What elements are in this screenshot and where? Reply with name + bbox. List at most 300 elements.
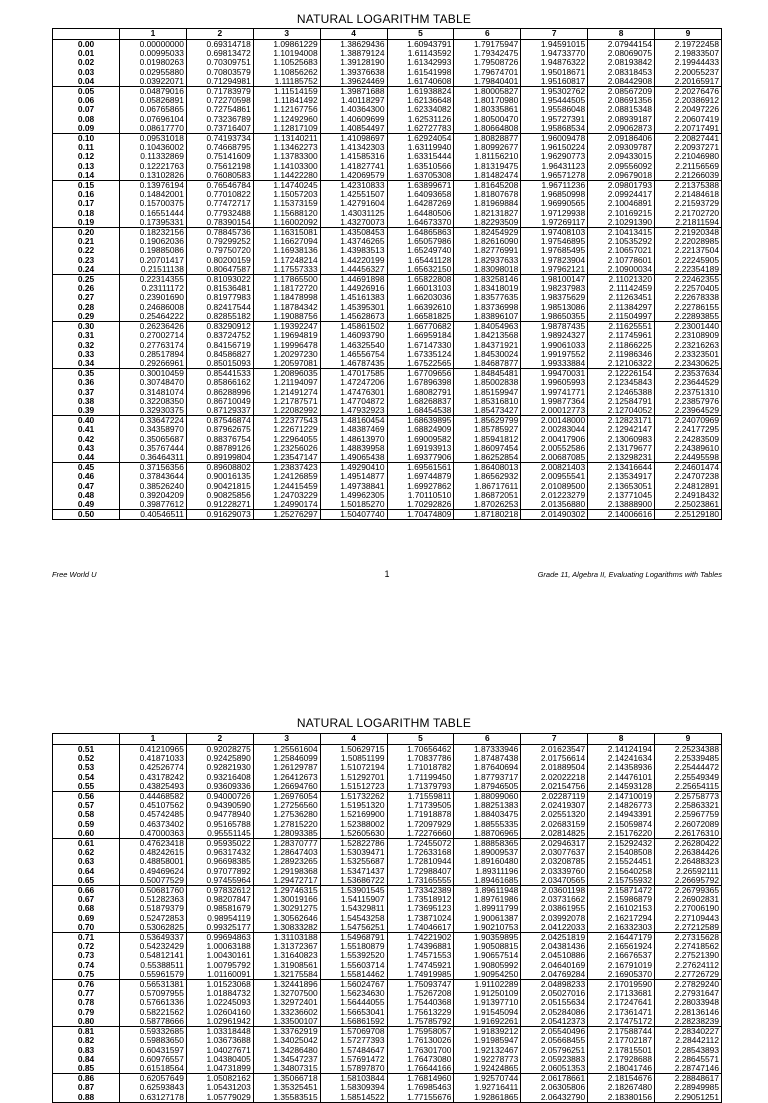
ln-value: 0.84586827 bbox=[186, 350, 253, 359]
ln-value: 1.72810944 bbox=[387, 857, 454, 866]
ln-value: 1.67522565 bbox=[387, 359, 454, 369]
ln-value: 1.74571553 bbox=[387, 951, 454, 960]
ln-value: 2.13771045 bbox=[588, 491, 655, 500]
ln-value: 1.83098018 bbox=[454, 265, 521, 275]
ln-value: 2.01756614 bbox=[521, 754, 588, 763]
ln-value: 1.91985947 bbox=[454, 1036, 521, 1045]
table-row bbox=[53, 970, 722, 980]
ln-value: 2.12823171 bbox=[588, 416, 655, 426]
header-x bbox=[53, 29, 120, 40]
ln-value: 1.75440368 bbox=[387, 998, 454, 1007]
ln-value: 1.46325540 bbox=[320, 341, 387, 350]
ln-value: 1.80664808 bbox=[454, 124, 521, 134]
table-row bbox=[53, 171, 722, 181]
ln-value: 1.48387469 bbox=[320, 425, 387, 434]
ln-value: 1.29198368 bbox=[253, 867, 320, 876]
ln-value: 2.10291390 bbox=[588, 218, 655, 228]
ln-value: 1.49290410 bbox=[320, 463, 387, 473]
ln-value: 1.91397710 bbox=[454, 998, 521, 1007]
ln-value: 0.13102826 bbox=[120, 171, 187, 181]
ln-value: 2.08815348 bbox=[588, 105, 655, 114]
ln-value: 1.13140211 bbox=[253, 134, 320, 144]
ln-value: 1.66392610 bbox=[387, 303, 454, 312]
ln-value: 1.95444505 bbox=[521, 96, 588, 105]
ln-value: 1.54115907 bbox=[320, 895, 387, 904]
ln-value: 0.93609336 bbox=[186, 782, 253, 792]
ln-value: 1.85316810 bbox=[454, 397, 521, 406]
ln-value: 1.32441896 bbox=[253, 980, 320, 990]
ln-value: 2.16676537 bbox=[588, 951, 655, 960]
ln-value: 1.49962305 bbox=[320, 491, 387, 500]
ln-value: 0.47000363 bbox=[120, 829, 187, 839]
ln-value: 2.27624112 bbox=[655, 961, 722, 970]
ln-value: 1.34286480 bbox=[253, 1046, 320, 1055]
ln-value: 1.55180879 bbox=[320, 942, 387, 951]
table-row bbox=[53, 303, 722, 312]
row-x-value: 0.10 bbox=[53, 134, 120, 144]
ln-value: 0.53649337 bbox=[120, 933, 187, 943]
ln-value: 0.11332869 bbox=[120, 152, 187, 161]
ln-value: 2.18154676 bbox=[588, 1074, 655, 1084]
ln-value: 1.81156210 bbox=[454, 152, 521, 161]
table-row bbox=[53, 96, 722, 105]
ln-value: 2.09309787 bbox=[588, 143, 655, 152]
ln-value: 1.82454929 bbox=[454, 228, 521, 238]
ln-value: 0.76546784 bbox=[186, 181, 253, 191]
ln-value: 0.71294981 bbox=[186, 77, 253, 87]
ln-value: 1.44926916 bbox=[320, 284, 387, 293]
row-x-value: 0.17 bbox=[53, 199, 120, 208]
ln-value: 0.88789126 bbox=[186, 444, 253, 453]
header-col-4: 4 bbox=[320, 29, 387, 40]
page-footer bbox=[52, 570, 722, 582]
table-row bbox=[53, 152, 722, 161]
ln-value: 1.67335124 bbox=[387, 350, 454, 359]
ln-value: 2.17702187 bbox=[588, 1036, 655, 1045]
row-x-value: 0.23 bbox=[53, 256, 120, 265]
ln-value: 0.97455964 bbox=[186, 876, 253, 886]
ln-value: 1.74221902 bbox=[387, 933, 454, 943]
ln-value: 1.86252854 bbox=[454, 453, 521, 463]
row-x-value: 0.74 bbox=[53, 961, 120, 970]
header-col-4: 4 bbox=[320, 734, 387, 745]
ln-value: 2.03208785 bbox=[521, 857, 588, 866]
ln-value: 1.62334082 bbox=[387, 105, 454, 114]
ln-value: 0.84156719 bbox=[186, 341, 253, 350]
table-row bbox=[53, 472, 722, 481]
ln-value: 0.77932488 bbox=[186, 209, 253, 218]
ln-value: 2.01223279 bbox=[521, 491, 588, 500]
ln-value: 0.00000000 bbox=[120, 40, 187, 50]
ln-value: 1.99061033 bbox=[521, 341, 588, 350]
ln-value: 1.48160454 bbox=[320, 416, 387, 426]
ln-value: 2.21156569 bbox=[655, 162, 722, 171]
ln-value: 1.61541998 bbox=[387, 68, 454, 77]
ln-value: 1.56444055 bbox=[320, 998, 387, 1007]
ln-value: 1.73165555 bbox=[387, 876, 454, 886]
ln-value: 1.64287269 bbox=[387, 199, 454, 208]
ln-value: 0.50077529 bbox=[120, 876, 187, 886]
ln-value: 1.65822808 bbox=[387, 275, 454, 285]
ln-value: 2.21046980 bbox=[655, 152, 722, 161]
ln-value: 1.72988407 bbox=[387, 867, 454, 876]
ln-value: 1.34807315 bbox=[253, 1064, 320, 1074]
ln-value: 1.84371921 bbox=[454, 341, 521, 350]
ln-value: 1.14422280 bbox=[253, 171, 320, 181]
ln-value: 1.50851199 bbox=[320, 754, 387, 763]
ln-value: 1.10194008 bbox=[253, 49, 320, 58]
ln-value: 1.99877364 bbox=[521, 397, 588, 406]
row-x-value: 0.53 bbox=[53, 763, 120, 772]
ln-value: 1.90359895 bbox=[454, 933, 521, 943]
ln-value: 1.94591015 bbox=[521, 40, 588, 50]
ln-value: 0.85866162 bbox=[186, 378, 253, 387]
ln-value: 1.89611948 bbox=[454, 886, 521, 896]
ln-value: 1.68639895 bbox=[387, 416, 454, 426]
ln-value: 0.38526240 bbox=[120, 482, 187, 491]
ln-value: 1.76814960 bbox=[387, 1074, 454, 1084]
ln-value: 0.82417544 bbox=[186, 303, 253, 312]
row-x-value: 0.09 bbox=[53, 124, 120, 134]
ln-value: 0.80200159 bbox=[186, 256, 253, 265]
ln-value: 1.83896107 bbox=[454, 312, 521, 322]
ln-value: 2.17928688 bbox=[588, 1055, 655, 1064]
table-row bbox=[53, 1036, 722, 1045]
ln-value: 2.16905370 bbox=[588, 970, 655, 980]
ln-value: 1.14103300 bbox=[253, 162, 320, 171]
row-x-value: 0.73 bbox=[53, 951, 120, 960]
ln-value: 0.14842001 bbox=[120, 190, 187, 199]
ln-value: 1.22671229 bbox=[253, 425, 320, 434]
ln-value: 1.87487438 bbox=[454, 754, 521, 763]
ln-value: 2.09186406 bbox=[588, 134, 655, 144]
ln-value: 2.15986879 bbox=[588, 895, 655, 904]
ln-value: 2.23751310 bbox=[655, 388, 722, 397]
ln-value: 1.96290773 bbox=[521, 152, 588, 161]
ln-value: 2.27521390 bbox=[655, 951, 722, 960]
ln-value: 1.81807678 bbox=[454, 190, 521, 199]
table-row bbox=[53, 867, 722, 876]
ln-value: 1.96009478 bbox=[521, 134, 588, 144]
ln-value: 0.57661336 bbox=[120, 998, 187, 1007]
ln-value: 1.32707500 bbox=[253, 989, 320, 998]
ln-value: 1.76130026 bbox=[387, 1036, 454, 1045]
ln-value: 1.64865863 bbox=[387, 228, 454, 238]
ln-value: 1.62136648 bbox=[387, 96, 454, 105]
ln-value: 1.82131827 bbox=[454, 209, 521, 218]
ln-value: 1.92278773 bbox=[454, 1055, 521, 1064]
ln-value: 1.65249740 bbox=[387, 246, 454, 255]
ln-value: 1.88555335 bbox=[454, 820, 521, 829]
row-x-value: 0.24 bbox=[53, 265, 120, 275]
ln-value: 1.62531126 bbox=[387, 115, 454, 124]
ln-value: 1.63315444 bbox=[387, 152, 454, 161]
ln-value: 1.19088756 bbox=[253, 312, 320, 322]
ln-value: 0.23111172 bbox=[120, 284, 187, 293]
ln-value: 1.39624469 bbox=[320, 77, 387, 87]
ln-value: 1.68454538 bbox=[387, 406, 454, 416]
ln-value: 1.30291275 bbox=[253, 904, 320, 913]
ln-value: 1.91102289 bbox=[454, 980, 521, 990]
ln-value: 0.27763174 bbox=[120, 341, 187, 350]
ln-value: 0.92028275 bbox=[186, 745, 253, 755]
ln-value: 0.92425890 bbox=[186, 754, 253, 763]
row-x-value: 0.67 bbox=[53, 895, 120, 904]
ln-value: 2.21702720 bbox=[655, 209, 722, 218]
ln-value: 1.29746315 bbox=[253, 886, 320, 896]
ln-value: 2.07944154 bbox=[588, 40, 655, 50]
ln-value: 1.89911799 bbox=[454, 904, 521, 913]
ln-value: 2.26488323 bbox=[655, 857, 722, 866]
ln-value: 0.24686008 bbox=[120, 303, 187, 312]
ln-value: 2.08567209 bbox=[588, 87, 655, 97]
footer-page-number: 1 bbox=[384, 569, 390, 579]
ln-value: 0.47623418 bbox=[120, 839, 187, 849]
ln-value: 2.22028985 bbox=[655, 237, 722, 246]
ln-value: 1.75267208 bbox=[387, 989, 454, 998]
ln-value: 0.75141609 bbox=[186, 152, 253, 161]
ln-value: 2.20607419 bbox=[655, 115, 722, 124]
row-x-value: 0.71 bbox=[53, 933, 120, 943]
ln-value: 1.09861229 bbox=[253, 40, 320, 50]
ln-value: 0.92821930 bbox=[186, 763, 253, 772]
ln-value: 0.13976194 bbox=[120, 181, 187, 191]
ln-value: 1.79674701 bbox=[454, 68, 521, 77]
ln-value: 2.13060983 bbox=[588, 435, 655, 444]
row-x-value: 0.39 bbox=[53, 406, 120, 416]
ln-value: 2.26072089 bbox=[655, 820, 722, 829]
ln-value: 0.73236789 bbox=[186, 115, 253, 124]
ln-value: 1.79508726 bbox=[454, 58, 521, 67]
ln-value: 1.31908561 bbox=[253, 961, 320, 970]
row-x-value: 0.20 bbox=[53, 228, 120, 238]
ln-value: 2.28543893 bbox=[655, 1046, 722, 1055]
ln-value: 2.06051353 bbox=[521, 1064, 588, 1074]
ln-value: 0.34358970 bbox=[120, 425, 187, 434]
ln-value: 2.27726729 bbox=[655, 970, 722, 980]
ln-value: 1.80335861 bbox=[454, 105, 521, 114]
ln-value: 1.56234630 bbox=[320, 989, 387, 998]
ln-value: 1.65057986 bbox=[387, 237, 454, 246]
table-row bbox=[53, 792, 722, 802]
ln-value: 1.61143592 bbox=[387, 49, 454, 58]
ln-value: 2.24495598 bbox=[655, 453, 722, 463]
table-row bbox=[53, 293, 722, 302]
ln-value: 1.70837786 bbox=[387, 754, 454, 763]
ln-value: 1.24703229 bbox=[253, 491, 320, 500]
footer-course: Grade 11, Algebra II, Evaluating Logarithms with Tables bbox=[537, 570, 722, 579]
row-x-value: 0.54 bbox=[53, 773, 120, 782]
ln-value: 2.28136146 bbox=[655, 1008, 722, 1017]
row-x-value: 0.51 bbox=[53, 745, 120, 755]
ln-value: 1.42791604 bbox=[320, 199, 387, 208]
ln-value: 2.13416644 bbox=[588, 463, 655, 473]
ln-value: 2.09556092 bbox=[588, 162, 655, 171]
ln-value: 1.44220199 bbox=[320, 256, 387, 265]
ln-value: 1.97408103 bbox=[521, 228, 588, 238]
ln-value: 2.15059874 bbox=[588, 820, 655, 829]
ln-value: 1.97269117 bbox=[521, 218, 588, 228]
ln-value: 1.28923265 bbox=[253, 857, 320, 866]
table-row bbox=[53, 181, 722, 191]
ln-value: 1.52822786 bbox=[320, 839, 387, 849]
ln-value: 1.54968791 bbox=[320, 933, 387, 943]
ln-value: 1.66959184 bbox=[387, 331, 454, 340]
ln-value: 0.74193734 bbox=[186, 134, 253, 144]
ln-value: 2.04898233 bbox=[521, 980, 588, 990]
row-x-value: 0.21 bbox=[53, 237, 120, 246]
ln-value: 1.13783300 bbox=[253, 152, 320, 161]
ln-value: 0.72754861 bbox=[186, 105, 253, 114]
ln-value: 1.84687877 bbox=[454, 359, 521, 369]
ln-value: 2.13179677 bbox=[588, 444, 655, 453]
ln-value: 2.08069075 bbox=[588, 49, 655, 58]
ln-value: 2.26384426 bbox=[655, 848, 722, 857]
table-row bbox=[53, 1055, 722, 1064]
ln-value: 1.74919985 bbox=[387, 970, 454, 980]
ln-value: 1.86097454 bbox=[454, 444, 521, 453]
ln-value: 1.02604160 bbox=[186, 1008, 253, 1017]
ln-value: 1.67896398 bbox=[387, 378, 454, 387]
ln-value: 0.05826891 bbox=[120, 96, 187, 105]
table-row bbox=[53, 105, 722, 114]
row-x-value: 0.08 bbox=[53, 115, 120, 124]
table-row bbox=[53, 284, 722, 293]
ln-value: 1.89311196 bbox=[454, 867, 521, 876]
ln-value: 1.85159947 bbox=[454, 388, 521, 397]
table-row bbox=[53, 58, 722, 67]
ln-value: 2.02946317 bbox=[521, 839, 588, 849]
ln-value: 2.11866225 bbox=[588, 341, 655, 350]
ln-value: 2.10900034 bbox=[588, 265, 655, 275]
ln-value: 2.03077637 bbox=[521, 848, 588, 857]
ln-value: 1.25846099 bbox=[253, 754, 320, 763]
ln-value: 2.21593729 bbox=[655, 199, 722, 208]
ln-value: 0.98581679 bbox=[186, 904, 253, 913]
ln-value: 1.54329811 bbox=[320, 904, 387, 913]
ln-value: 2.24812891 bbox=[655, 482, 722, 491]
row-x-value: 0.44 bbox=[53, 453, 120, 463]
ln-value: 0.52472853 bbox=[120, 914, 187, 923]
ln-value: 2.04640169 bbox=[521, 961, 588, 970]
ln-value: 0.37843644 bbox=[120, 472, 187, 481]
ln-value: 1.70110510 bbox=[387, 491, 454, 500]
row-x-value: 0.55 bbox=[53, 782, 120, 792]
row-x-value: 0.45 bbox=[53, 463, 120, 473]
ln-value: 2.03861955 bbox=[521, 904, 588, 913]
ln-value: 2.15524451 bbox=[588, 857, 655, 866]
page-title: NATURAL LOGARITHM TABLE bbox=[296, 12, 472, 26]
ln-value: 2.08442908 bbox=[588, 77, 655, 87]
ln-value: 1.90508815 bbox=[454, 942, 521, 951]
ln-value: 1.43983513 bbox=[320, 246, 387, 255]
ln-value: 1.15688120 bbox=[253, 209, 320, 218]
table-row bbox=[53, 331, 722, 340]
ln-value: 1.87946505 bbox=[454, 782, 521, 792]
ln-value: 1.23256026 bbox=[253, 444, 320, 453]
ln-value: 1.62924054 bbox=[387, 134, 454, 144]
ln-value: 1.43270073 bbox=[320, 218, 387, 228]
ln-value: 1.51951320 bbox=[320, 801, 387, 810]
ln-value: 1.88858365 bbox=[454, 839, 521, 849]
header-col-6: 6 bbox=[454, 734, 521, 745]
ln-value: 1.03318448 bbox=[186, 1027, 253, 1037]
ln-value: 2.28848617 bbox=[655, 1074, 722, 1084]
ln-value: 0.69314718 bbox=[186, 40, 253, 50]
ln-value: 2.05796251 bbox=[521, 1046, 588, 1055]
ln-value: 1.75613229 bbox=[387, 1008, 454, 1017]
ln-value: 1.47476301 bbox=[320, 388, 387, 397]
ln-value: 1.99197552 bbox=[521, 350, 588, 359]
page-title-2: NATURAL LOGARITHM TABLE bbox=[296, 716, 472, 730]
ln-value: 1.26412673 bbox=[253, 773, 320, 782]
ln-value: 0.28517894 bbox=[120, 350, 187, 359]
ln-value: 0.94778940 bbox=[186, 810, 253, 819]
ln-value: 1.76473080 bbox=[387, 1055, 454, 1064]
row-x-value: 0.27 bbox=[53, 293, 120, 302]
ln-value: 1.02961942 bbox=[186, 1017, 253, 1027]
table-row bbox=[53, 745, 722, 755]
ln-value: 2.24918432 bbox=[655, 491, 722, 500]
ln-value: 0.59332685 bbox=[120, 1027, 187, 1037]
ln-value: 2.13653051 bbox=[588, 482, 655, 491]
header-col-5: 5 bbox=[387, 734, 454, 745]
row-x-value: 0.58 bbox=[53, 810, 120, 819]
ln-value: 1.89461685 bbox=[454, 876, 521, 886]
ln-value: 1.23837423 bbox=[253, 463, 320, 473]
ln-value: 2.05412373 bbox=[521, 1017, 588, 1027]
ln-value: 2.28747146 bbox=[655, 1064, 722, 1074]
table-row bbox=[53, 482, 722, 491]
ln-value: 1.57069708 bbox=[320, 1027, 387, 1037]
ln-value: 2.24070969 bbox=[655, 416, 722, 426]
ln-value: 2.05155634 bbox=[521, 998, 588, 1007]
ln-value: 1.98787435 bbox=[521, 322, 588, 332]
table-row bbox=[53, 444, 722, 453]
ln-value: 0.94000726 bbox=[186, 792, 253, 802]
ln-value: 2.11986346 bbox=[588, 350, 655, 359]
ln-value: 2.17815501 bbox=[588, 1046, 655, 1055]
ln-value: 1.15057203 bbox=[253, 190, 320, 199]
row-x-value: 0.11 bbox=[53, 143, 120, 152]
ln-value: 0.61518564 bbox=[120, 1064, 187, 1074]
row-x-value: 0.79 bbox=[53, 1008, 120, 1017]
ln-value: 1.98100147 bbox=[521, 275, 588, 285]
ln-value: 2.25863321 bbox=[655, 801, 722, 810]
ln-value: 0.97832612 bbox=[186, 886, 253, 896]
header-col-9: 9 bbox=[655, 734, 722, 745]
ln-value: 1.80005827 bbox=[454, 87, 521, 97]
ln-value: 2.14006616 bbox=[588, 510, 655, 520]
ln-value: 1.41098697 bbox=[320, 134, 387, 144]
ln-value: 2.28340227 bbox=[655, 1027, 722, 1037]
table-row bbox=[53, 923, 722, 933]
ln-value: 2.18380156 bbox=[588, 1093, 655, 1103]
row-x-value: 0.34 bbox=[53, 359, 120, 369]
ln-value: 2.09433015 bbox=[588, 152, 655, 161]
ln-value: 2.22786155 bbox=[655, 303, 722, 312]
table-row bbox=[53, 416, 722, 426]
ln-value: 1.98513086 bbox=[521, 303, 588, 312]
ln-value: 2.00012773 bbox=[521, 406, 588, 416]
table-row bbox=[53, 1083, 722, 1092]
ln-value: 1.69377906 bbox=[387, 453, 454, 463]
ln-value: 1.20297230 bbox=[253, 350, 320, 359]
ln-value: 2.16332303 bbox=[588, 923, 655, 933]
row-x-value: 0.02 bbox=[53, 58, 120, 67]
ln-value: 0.86288996 bbox=[186, 388, 253, 397]
ln-value: 2.16791019 bbox=[588, 961, 655, 970]
